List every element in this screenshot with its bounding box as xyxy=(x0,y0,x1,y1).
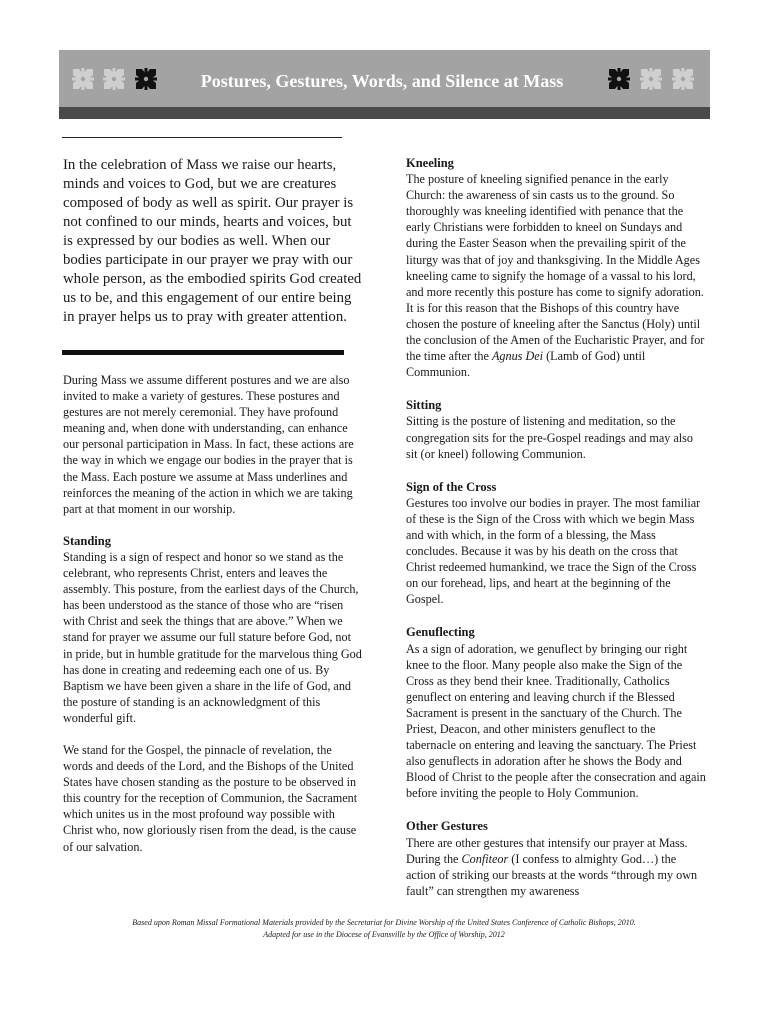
footer-line-2: Adapted for use in the Diocese of Evansville by the Office of Worship, 2012 xyxy=(263,930,505,939)
section-heading-kneeling: Kneeling xyxy=(406,156,454,170)
section-other-gestures xyxy=(406,818,706,898)
divider-thick xyxy=(62,350,344,355)
footer-line-1: Based upon Roman Missal Formational Materials provided by the Secretariat for Divine Worship of the United States Conference of Catholic Bishops, 2010. xyxy=(132,918,636,927)
celtic-cross-icon xyxy=(606,66,632,92)
left-column xyxy=(63,372,363,855)
other-gestures-text: There are other gestures that intensify our prayer at Mass. During the xyxy=(406,835,688,866)
section-genuflecting xyxy=(406,624,706,801)
right-column xyxy=(406,155,706,899)
section-sign-of-cross xyxy=(406,479,706,608)
standing-paragraph-1: Standing is a sign of respect and honor so we stand as the celebrant, who represents Christ, enters and leaves the assembly. This posture, from the earliest days of the Church, has been understood as the stance of those who are “risen with Christ and seek the things that are above.” When we stand for prayer we assume our full stature before God, not in pride, but in humble gratitude for the marvelous thing God has done in creating and redeeming each one of us. By Baptism we have been given a share in the life of God, and the posture of standing is an acknowledgment of this wonderful gift. xyxy=(63,549,362,725)
divider-top xyxy=(62,137,342,138)
other-gestures-paragraph xyxy=(406,835,706,899)
header-underbar xyxy=(59,107,710,119)
section-sitting xyxy=(406,397,706,461)
page-title: Postures, Gestures, Words, and Silence at Mass xyxy=(200,71,564,91)
kneeling-text: The posture of kneeling signified penance in the early Church: the awareness of sin casts us to the ground. So thoroughly was kneeling identified with penance that the early Christians were forbidden to kneel on Sundays and during the Easter Season when the prevailing spirit of the liturgy was that of joy and thanksgiving. In the Middle Ages kneeling came to signify the homage of a vassal to his lord, and more recently this posture has come to signify adoration. It is for this reason that the Bishops of this country have chosen the posture of kneeling after the Sanctus (Holy) until the conclusion of the Amen of the Eucharistic Prayer, and for the time after the xyxy=(406,172,705,364)
footer-credits xyxy=(60,917,708,941)
section-heading-genuflecting: Genuflecting xyxy=(406,625,475,640)
standing-paragraph-2: We stand for the Gospel, the pinnacle of revelation, the words and deeds of the Lord, and the Bishops of the United States have chosen standing as the posture to be observed in this country for the reception of Communion, the Sacrament which unites us in the most profound way possible with Christ who, now gloriously risen from the dead, is the cause of our salvation. xyxy=(63,742,358,854)
other-gestures-text-end: (I confess to almighty God…) the action of striking our breasts at the words “through my own fault” can strengthen my awareness xyxy=(406,851,698,898)
kneeling-paragraph xyxy=(406,171,706,380)
agnus-dei-term: Agnus Dei xyxy=(491,349,544,364)
intro-paragraph: In the celebration of Mass we raise our hearts, minds and voices to God, but we are creatures composed of body as well as spirit. Our prayer is not confined to our minds, hearts and voices, but is expressed by our bodies as well. When our bodies participate in our prayer we pray with our whole person, as the embodied spirits God created us to be, and this engagement of our entire being in prayer helps us to pray with greater attention. xyxy=(63,157,362,325)
confiteor-term: Confiteor xyxy=(461,851,509,866)
overview-paragraph: During Mass we assume different postures and we are also invited to make a variety of gestures. These postures and gestures are not merely ceremonial. They have profound meaning and, when done with understanding, can enhance our personal participation in Mass. In fact, these actions are the way in which we engage our bodies in the prayer that is the Mass. Each posture we assume at Mass underlines and reinforces the meaning of the action in which we are taking part at that moment in our worship. xyxy=(63,373,354,516)
section-heading-sign-of-cross: Sign of the Cross xyxy=(406,479,497,494)
celtic-cross-icon xyxy=(70,66,96,92)
celtic-cross-icon xyxy=(670,66,696,92)
genuflecting-paragraph: As a sign of adoration, we genuflect by bringing our right knee to the floor. Many people also make the Sign of the Cross as they bend their knee. Traditionally, Catholics genuflect on entering and leaving church if the Blessed Sacrament is present in the sanctuary of the Church. The Priest, Deacon, and other ministers genuflect to the tabernacle on entering and leaving the sanctuary. The Priest also genuflects in adoration after he shows the Body and Blood of Christ to the people after the consecration and again before inviting the people to Holy Communion. xyxy=(406,641,706,801)
celtic-cross-icon xyxy=(638,66,664,92)
section-heading-standing: Standing xyxy=(63,533,111,548)
section-kneeling xyxy=(406,155,706,380)
sign-of-cross-paragraph: Gestures too involve our bodies in prayer. The most familiar of these is the Sign of the Cross with which we begin Mass and with which, in the form of a blessing, the Mass concludes. Because it was by his death on the cross that Christ redeemed humankind, we trace the Sign of the Cross on our forehead, lips, and heart at the beginning of the Gospel. xyxy=(406,495,701,607)
celtic-cross-icon xyxy=(133,66,159,92)
section-heading-other-gestures: Other Gestures xyxy=(406,819,488,834)
kneeling-text-end: (Lamb of God) until Communion. xyxy=(406,349,646,380)
celtic-cross-icon xyxy=(101,66,127,92)
sitting-paragraph: Sitting is the posture of listening and meditation, so the congregation sits for the pre-Gospel readings and may also sit (or kneel) following Communion. xyxy=(406,414,694,461)
section-heading-sitting: Sitting xyxy=(406,398,442,413)
